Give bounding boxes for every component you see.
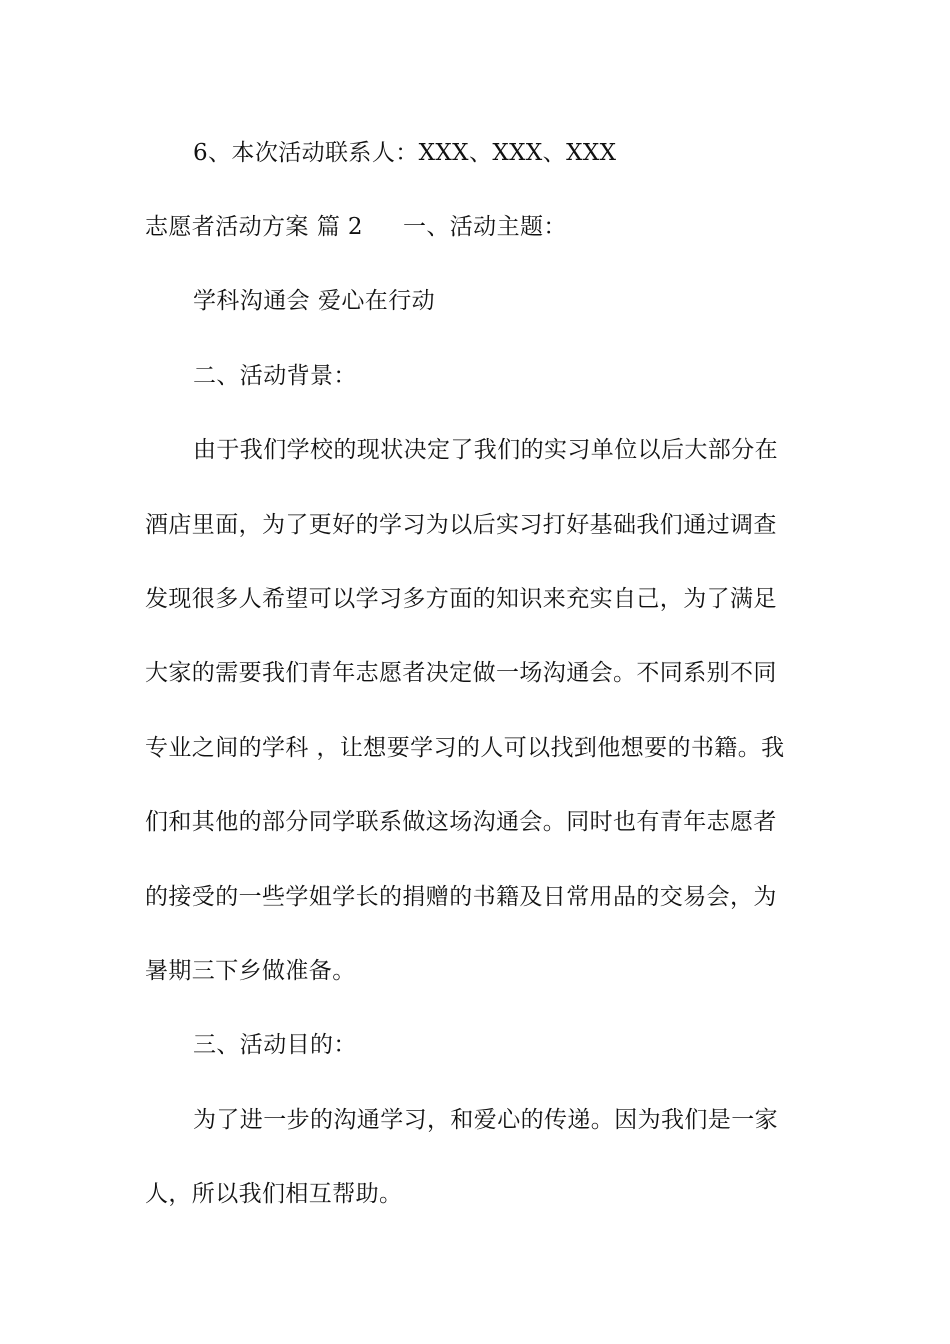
heading-background: 二、活动背景： [193, 363, 357, 389]
background-line: 发现很多人希望可以学习多方面的知识来充实自己，为了满足 [145, 586, 777, 612]
section-number: 篇 2 [316, 214, 363, 240]
background-line: 由于我们学校的现状决定了我们的实习单位以后大部分在 [193, 437, 778, 463]
heading-theme: 一、活动主题： [402, 214, 567, 240]
background-line: 大家的需要我们青年志愿者决定做一场沟通会。不同系别不同 [145, 660, 777, 686]
theme-part-1: 学科沟通会 [193, 288, 310, 314]
background-line: 专业之间的学科 ，让想要学习的人可以找到他想要的书籍。我 [145, 735, 785, 761]
contact-line: 6、本次活动联系人：XXX、XXX、XXX [193, 140, 617, 166]
heading-purpose: 三、活动目的： [193, 1032, 357, 1058]
background-line: 酒店里面，为了更好的学习为以后实习打好基础我们通过调查 [145, 512, 777, 538]
section-header-line [145, 212, 810, 242]
purpose-line: 人，所以我们相互帮助。 [145, 1181, 403, 1207]
background-line: 们和其他的部分同学联系做这场沟通会。同时也有青年志愿者 [145, 809, 777, 835]
purpose-line: 为了进一步的沟通学习，和爱心的传递。因为我们是一家 [193, 1107, 778, 1133]
background-line: 暑期三下乡做准备。 [145, 958, 356, 984]
section-title: 志愿者活动方案 [145, 214, 309, 240]
theme-line [193, 286, 810, 316]
theme-part-2: 爱心在行动 [318, 288, 435, 314]
background-line: 的接受的一些学姐学长的捐赠的书籍及日常用品的交易会，为 [145, 884, 777, 910]
